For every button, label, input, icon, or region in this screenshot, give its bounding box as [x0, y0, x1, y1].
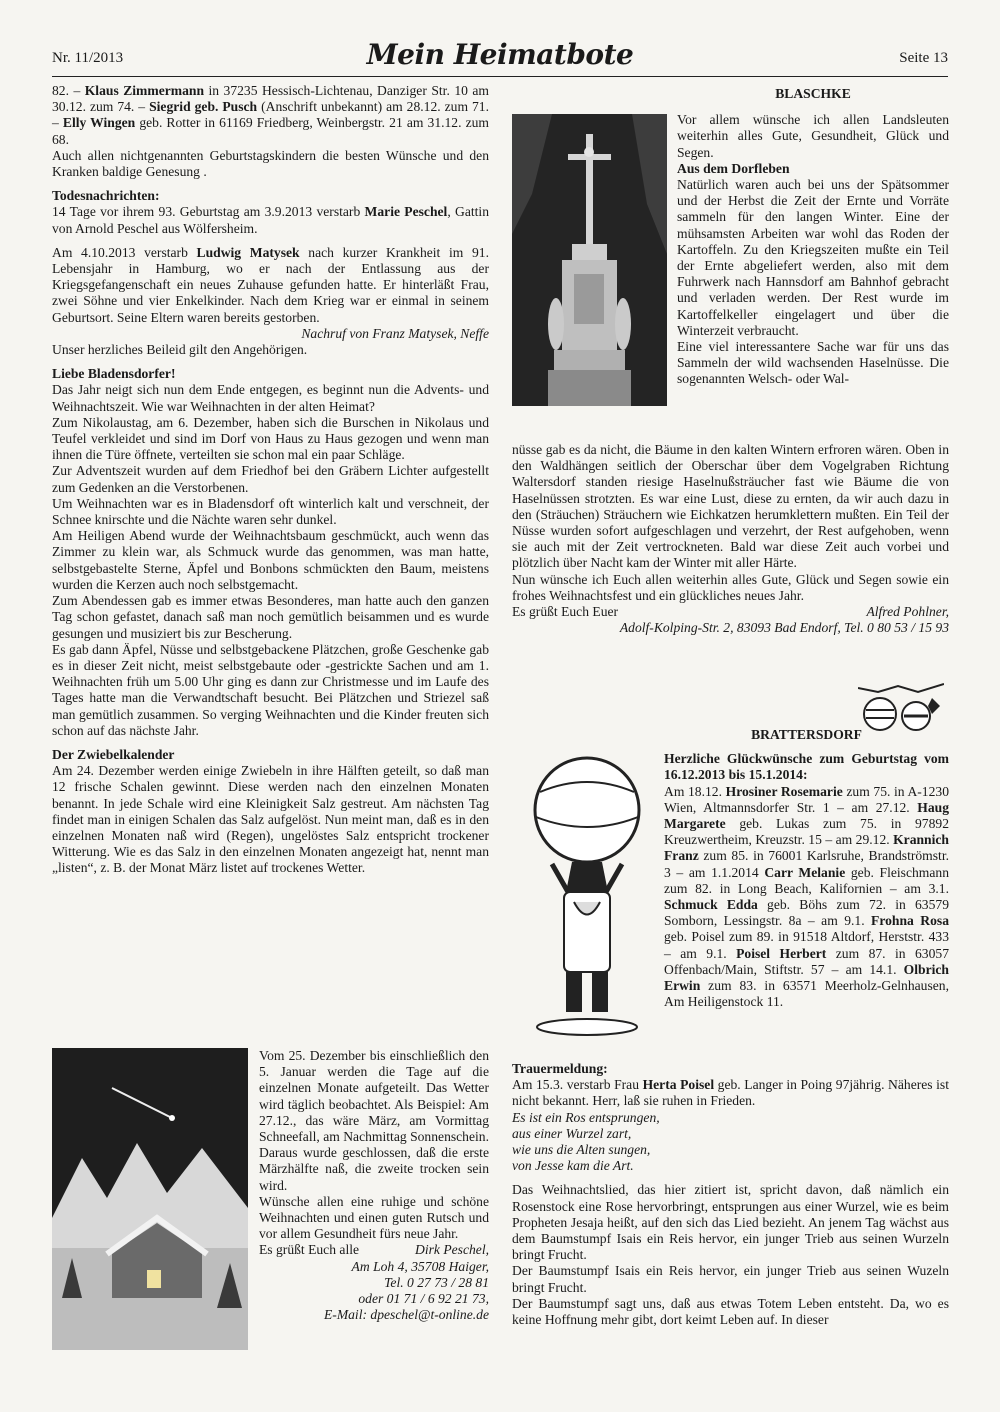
poem-line-4: von Jesse kam die Art.: [512, 1158, 634, 1174]
text-run: nach kurzer Krankheit im 91. Lebensjahr in Hamburg, wo er nach der Entlassung aus der Kriegsgefangenschaft ein neues Zuhause gefunden hatte. Er hinterläßt Frau, zwei Söhne und vier Enkelkinder. Nach dem Krieg war er einmal in seinem Geburtsort. Seine Eltern waren bereits gestorben.: [52, 244, 489, 325]
beileid-text: Unser herzliches Beileid gilt den Angehörigen.: [52, 342, 308, 358]
bladensdorf-p6: Zum Abendessen gab es immer etwas Besonderes, man hatte auch den ganzen Tag schon gefastet, danach saß man noch gemütlich beisammen und es wurde gesungen und musiziert bis zur Bescherung.: [52, 593, 489, 641]
trauer-column: [512, 1061, 949, 1328]
text-run: zum 83. in 63571 Meerholz-Gelnhausen, Am Heiligenstock 11.: [664, 978, 949, 1010]
trauer-paragraph-1: [512, 1077, 949, 1109]
blaschke-full-width: [512, 442, 949, 636]
bold-name: Siegrid geb. Pusch: [149, 99, 258, 115]
text-run: Am 4.10.2013 verstarb: [52, 244, 197, 260]
trauer-paragraph-2: Das Weihnachtslied, das hier zitiert ist, spricht davon, daß nämlich ein Rosenstock eine Rose hervorbringt, entsprungen aus einer Wurzel, wie es beim Propheten Jesaja heißt, auf den sich das Lied bezieht. An jenem Tag wächst aus dem Baumstumpf Isais ein Reis hervor, ein junger Trieb aus seinen Wurzeln bringt Frucht.: [512, 1182, 949, 1263]
bladensdorf-p2: Zum Nikolaustag, am 6. Dezember, haben sich die Burschen in Nikolaus und Teufel verkleidet und sind im Dorf von Haus zu Haus gezogen und wenn man ihnen die Türe öffnete, verteilten sie schon mal ein paar Schläge.: [52, 414, 489, 463]
gnome-globe-illustration: [512, 752, 657, 1045]
text-run: geb. Poisel zum 89. in 91518 Altdorf, Herststr. 433 – am 9.1.: [664, 929, 949, 961]
poem-line-3: wie uns die Alten sungen,: [512, 1142, 651, 1158]
signature-email: E-Mail: dpeschel@t-online.de: [323, 1307, 489, 1323]
poem-line-2: aus einer Wurzel zart,: [512, 1125, 632, 1141]
page-header: [52, 38, 948, 77]
winter-cabin-illustration: [52, 1048, 248, 1350]
greeting: Es grüßt Euch alle: [259, 1242, 360, 1258]
blaschke-heading: BLASCHKE: [775, 86, 851, 101]
text-run: (Anschrift unbekannt) am 28.12. zum 71. –: [52, 99, 489, 131]
text-run: geb. Lukas zum 75. in 97892 Kreuzwertheim, Kreuzstr. 15 – am 29.12.: [664, 816, 949, 848]
issue-number: Nr. 11/2013: [52, 50, 124, 66]
crucifix-photo: [512, 114, 667, 406]
signature-address: Am Loh 4, 35708 Haiger,: [351, 1258, 489, 1274]
bold-name: Herta Poisel: [642, 1077, 715, 1093]
text-run: 14 Tage vor ihrem 93. Geburtstag am 3.9.2013 verstarb: [52, 204, 365, 220]
bold-name: Haug Margarete: [664, 799, 949, 832]
blaschke-greeting: Vor allem wünsche ich allen Landsleuten weiterhin alles Gute, Gesundheit, Glück und Segen.: [677, 112, 949, 160]
signature-line: [259, 1242, 489, 1258]
wayside-cross-image: [512, 114, 667, 406]
dorfleben-heading: Aus dem Dorfleben: [677, 160, 790, 176]
page-number: Seite 13: [899, 50, 948, 66]
bold-name: Olbrich Erwin: [664, 961, 949, 994]
left-column: [52, 83, 489, 877]
brattersdorf-birthdays: [664, 784, 949, 1011]
dorfleben-p2a: Eine viel interessantere Sache war für uns das Sammeln der wild wachsenden Haselnüsse. Die sogenannten Welsch- oder Wal-: [677, 339, 949, 387]
text-run: zum 75. in A-1230 Wien, Altmannsdorfer Str. 1 – am 27.12.: [664, 783, 949, 815]
zwiebel-p3: Wünsche allen eine ruhige und schöne Weihnachten und einen guten Rutsch und vor allem Gesundheit fürs neue Jahr.: [259, 1193, 489, 1242]
bold-name: Elly Wingen: [62, 115, 136, 131]
trauer-paragraph-3: Der Baumstumpf Isais ein Reis hervor, ein junger Trieb aus seinen Wuzeln bringt Frucht.: [512, 1263, 949, 1295]
text-run: zum 87. in 63057 Offenbach/Main, Stiftstr. 57 – am 14.1.: [664, 945, 949, 977]
brattersdorf-column: [664, 727, 949, 1010]
bladensdorf-p3: Zur Adventszeit wurden auf dem Friedhof bei den Gräbern Lichter aufgestellt zum Gedenken an die Verstorbenen.: [52, 463, 489, 495]
winter-cabin-image: [52, 1048, 248, 1350]
text-run: , Gattin von Arnold Peschel aus Wölfersheim.: [52, 204, 490, 236]
bladensdorf-p1: Das Jahr neigt sich nun dem Ende entgegen, es beginnt nun die Advents- und Weihnachtszeit. Wie war Weihnachten in der alten Heimat?: [52, 382, 489, 414]
text-run: geb. Langer in Poing 97jährig. Näheres ist nicht bekannt. Herr, laß sie ruhen in Frieden.: [512, 1077, 949, 1109]
pohlner-name: Alfred Pohlner,: [866, 604, 949, 620]
signature-name: Dirk Peschel,: [415, 1242, 489, 1258]
bold-name: Schmuck Edda: [664, 897, 758, 913]
bold-name: Frohna Rosa: [871, 913, 949, 929]
bold-name: Krannich Franz: [664, 832, 949, 864]
birthday-list: [52, 83, 489, 148]
text-run: Am 18.12.: [664, 783, 726, 799]
bladensdorf-p4: Um Weihnachten war es in Bladensdorf oft winterlich kalt und verschneit, der Schnee knirschte und die Nächte waren sehr dunkel.: [52, 495, 489, 528]
poem-line-1: Es ist ein Ros entsprungen,: [512, 1109, 660, 1125]
zwiebel-p1: Am 24. Dezember werden einige Zwiebeln in ihre Hälften geteilt, so daß man 12 frische Schalen gewinnt. Diese werden nach den einzelnen Monaten benannt. In jede Schale wird eine Kleinigkeit Salz gestreut. Am nächsten Tag findet man in einigen Schalen das Salz aufgelöst. Nun meint man, daß es in den einzelnen Monaten naß wird (Regen), ungelöstes Salz entspricht trockener Witterung. Wie es das Salz in den einzelnen Monaten angezeigt hat, nennt man „listen“, z. B. der Monat März listet auf trockenes Wetter.: [52, 763, 489, 876]
bold-name: Marie Peschel: [364, 204, 448, 220]
zwiebel-p2: Vom 25. Dezember bis einschließlich den 5. Januar werden die Tage auf die einzelnen Monate aufgeteilt. Das Wetter wird täglich beobachtet. Als Beispiel: Am 27.12., das wäre März, am Vormittag Schneefall, am Nachmittag Sonnenschein. Daraus wurde geschlossen, daß die erste Märzhälfte naß, die zweite trocken sein wird.: [259, 1048, 489, 1193]
bold-name: Klaus Zimmermann: [84, 83, 205, 98]
bold-name: Carr Melanie: [764, 864, 846, 880]
signature-mobile: oder 01 71 / 6 92 21 73,: [358, 1291, 489, 1307]
pohlner-signature-line: [512, 604, 949, 620]
bladensdorf-p7: Es gab dann Äpfel, Nüsse und selbstgebackene Plätzchen, große Geschenke gab es in dieser Zeit nicht, meist selbstgebaute oder -gestrickte Sachen und am 1. Weihnachten früh um 5.00 Uhr ging es dann zur Christmesse und im Laufe des Tages hatte man die Verwandtschaft besucht. Bei Plätzchen und Striezel saß man gemütlich zusammen. So verging Weihnachten und die Kinder freuten sich schon auf das nächste Jahr.: [52, 641, 489, 738]
pohlner-greeting: Es grüßt Euch Euer: [512, 604, 619, 620]
todes-paragraph-2: [52, 245, 489, 326]
text-run: geb. Rotter in 61169 Friedberg, Weinbergstr. 21 am 31.12. zum 68.: [52, 115, 489, 147]
todes-heading: Todesnachrichten:: [52, 188, 160, 204]
todes-paragraph-1: [52, 204, 489, 236]
trauer-paragraph-4: Der Baumstumpf sagt uns, daß aus etwas Totem Leben entsteht. Da, wo es keine Hoffnung mehr gibt, dort keimt Leben auf. In dieser: [512, 1295, 949, 1328]
nachruf-credit: Nachruf von Franz Matysek, Neffe: [301, 325, 489, 341]
wishes-paragraph: Auch allen nichtgenannten Geburtstagskindern die besten Wünsche und den Kranken baldige Genesung .: [52, 147, 489, 180]
text-run: geb. Fleischmann zum 82. in Long Beach, Kalifornien – am 3.1.: [664, 864, 950, 896]
text-run: in 37235 Hessisch-Lichtenau, Danziger Str. 10 am 30.12. zum 74. –: [52, 83, 489, 115]
text-run: geb. Böhs zum 72. in 63579 Somborn, Lessingstr. 8a – am 9.1.: [664, 897, 949, 929]
bold-name: Poisel Herbert: [736, 945, 827, 961]
dorfleben-p3: Nun wünsche ich Euch allen weiterhin alles Gute, Glück und Segen sowie ein frohes Weihnachtsfest und ein glückliches neues Jahr.: [512, 571, 949, 603]
bladensdorf-heading: Liebe Bladensdorfer!: [52, 366, 176, 382]
left-lower-column: [259, 1048, 489, 1323]
text-run: zum 85. in 76001 Karlsruhe, Brandströmstr. 3 – am 1.1.2014: [664, 848, 949, 880]
masthead-logo: Mein Heimatbote: [366, 38, 634, 71]
blaschke-column: [677, 86, 949, 388]
zwiebel-heading: Der Zwiebelkalender: [52, 746, 175, 762]
pohlner-address: Adolf-Kolping-Str. 2, 83093 Bad Endorf, Tel. 0 80 53 / 15 93: [619, 620, 949, 636]
dorfleben-p1: Natürlich waren auch bei uns der Spätsommer und der Herbst die Zeit der Ernte und Vorräte sammeln für den langen Winter. Eine der mühsamsten Arbeiten war wohl das Roden der Kartoffeln. Zu den Kriegszeiten mußte ein Teil der Ernte abgeliefert werden, also mit dem Fuhrwerk nach Hannsdorf am Bahnhof gebracht und verladen werden. Der Rest wurde im Kartoffelkeller eingelagert und über die Winterzeit verbraucht.: [677, 177, 949, 338]
bold-name: Ludwig Matysek: [196, 244, 300, 260]
signature-phone: Tel. 0 27 73 / 28 81: [384, 1274, 489, 1290]
bladensdorf-p5: Am Heiligen Abend wurde der Weihnachtsbaum geschmückt, auch wenn das Zimmer zu klein war, als Schmuck wurde das genommen, was man hatte, selbstgebastelte Sterne, Äpfel und Bonbons schmückten den Baum, meistens wurden die Kerzen auch noch selbstgemacht.: [52, 528, 489, 592]
bold-name: Hrosiner Rosemarie: [725, 783, 843, 799]
brattersdorf-heading: BRATTERSDORF: [751, 727, 862, 742]
trauer-heading: Trauermeldung:: [512, 1061, 608, 1076]
text-run: 82. –: [52, 83, 85, 98]
text-run: Am 15.3. verstarb Frau: [512, 1077, 643, 1093]
brattersdorf-subheading: Herzliche Glückwünsche zum Geburtstag vom 16.12.2013 bis 15.1.2014:: [664, 751, 949, 783]
dorfleben-p2b: nüsse gab es da nicht, die Bäume in den kalten Wintern erfroren wären. Oben in den Waldhängen seitlich der Oberschar über dem Vogelgraben Richtung Waltersdorf standen riesige Haselnußsträucher fast wie Bäume die von Haselnüssen strotzten. Es war eine Lust, diese zu ernten, da wir auch dazu in den (Sträuchen) Sträuchern wie Eichkatzen herumklettern mußten. Ein Teil der Nüsse wurden sofort aufgeschlagen und verzehrt, der Rest aufgehoben, wenn sie auch mit der Zeit vertrockneten. Bald war diese Zeit auch vorbei und plötzlich über Nacht kam der Winter mit aller Härte.: [512, 442, 949, 571]
gnome-carrying-globe-icon: [512, 752, 657, 1045]
